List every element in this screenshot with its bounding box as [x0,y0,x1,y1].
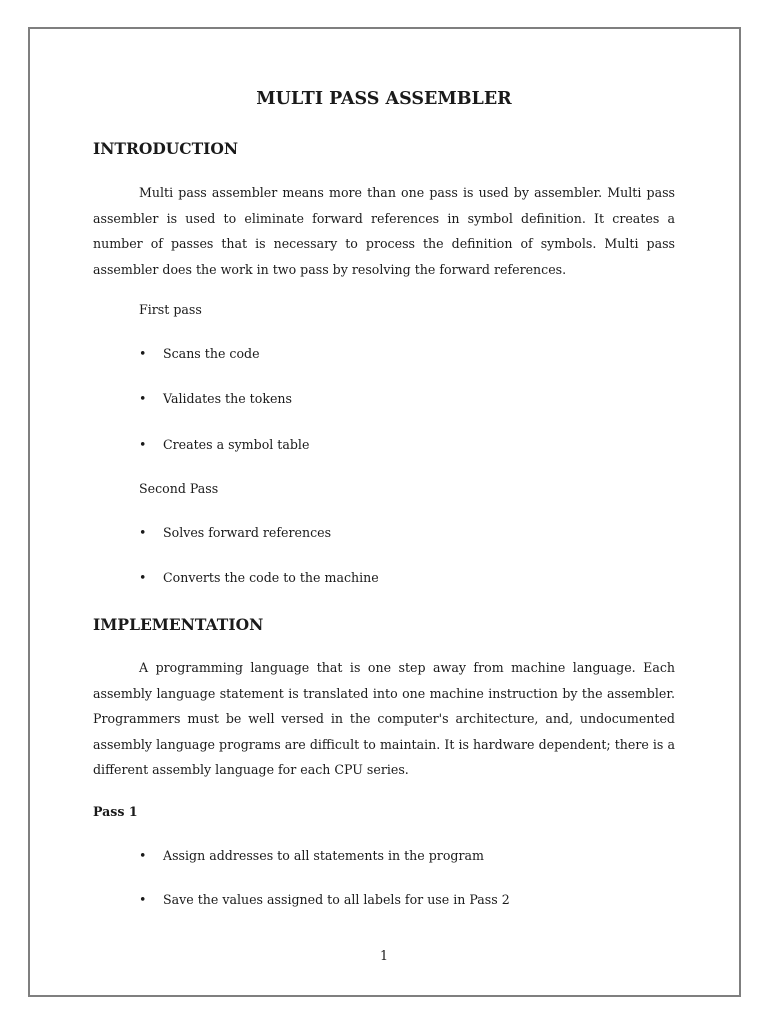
bullet-icon: • [139,391,147,406]
pass1-label: Pass 1 [93,804,138,819]
list-item [139,437,309,452]
bullet-icon: • [139,570,147,585]
list-item-text: Save the values assigned to all labels for use in Pass 2 [163,892,510,907]
list-item-text: Converts the code to the machine [163,570,379,585]
implementation-paragraph: A programming language that is one step away from machine language. Each assembly language statement is translated into one machine instruction by the assembler. Programmers must be well versed in the computer's architecture, and, undocumented assembly language programs are difficult to maintain. It is hardware dependent; there is a different assembly language for each CPU series. [93,660,675,777]
bullet-icon: • [139,892,147,907]
list-item-text: Creates a symbol table [163,437,310,452]
implementation-heading: IMPLEMENTATION [93,615,264,634]
list-item [139,346,260,361]
list-item-text: Assign addresses to all statements in the program [163,848,484,863]
list-item [139,570,379,585]
list-item [139,892,510,907]
introduction-paragraph: Multi pass assembler means more than one pass is used by assembler. Multi pass assembler is used to eliminate forward references in symbol definition. It creates a number of passes that is necessary to process the definition of symbols. Multi pass assembler does the work in two pass by resolving the forward references. [93,185,675,277]
list-item-text: Solves forward references [163,525,332,540]
list-item [139,391,292,406]
list-item-text: Validates the tokens [163,391,292,406]
bullet-icon: • [139,525,147,540]
first-pass-label: First pass [139,302,202,317]
bullet-icon: • [139,346,147,361]
bullet-icon: • [139,848,147,863]
list-item-text: Scans the code [163,346,260,361]
bullet-icon: • [139,437,147,452]
page-number: 1 [379,948,388,963]
list-item [139,525,331,540]
second-pass-label: Second Pass [139,481,219,496]
introduction-heading: INTRODUCTION [93,139,239,158]
document-title: MULTI PASS ASSEMBLER [256,89,512,109]
list-item [139,848,484,863]
